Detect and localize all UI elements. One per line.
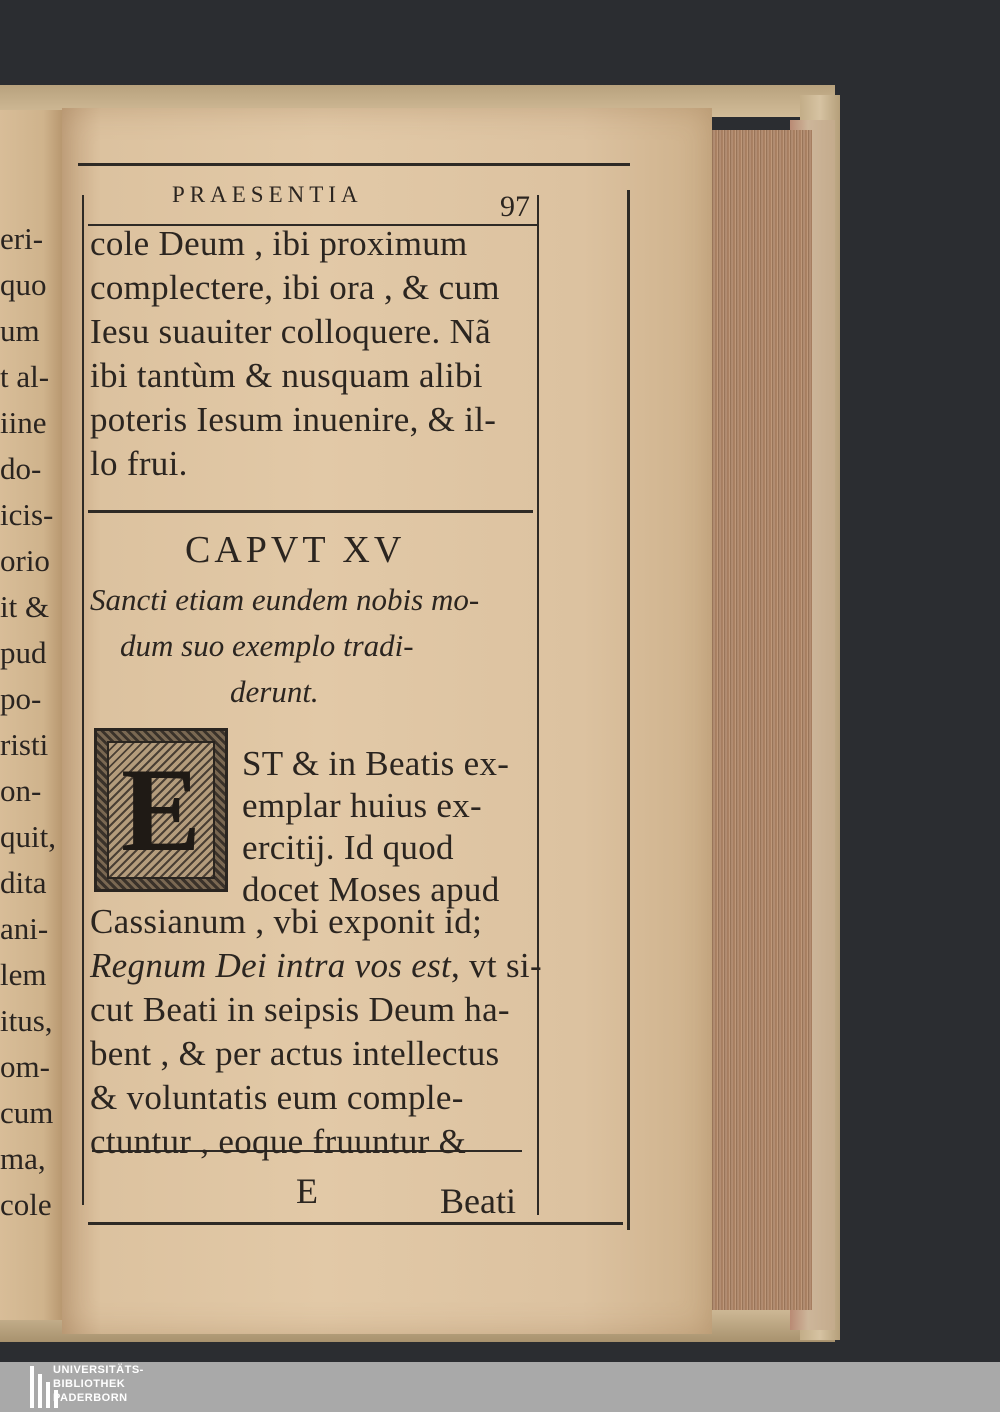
- left-page-fragment: quit,: [0, 819, 56, 854]
- left-page-fragment: quo: [0, 267, 47, 302]
- chapter-separator-rule: [88, 510, 533, 513]
- logo-line-3: PADERBORN: [53, 1392, 128, 1404]
- left-page-fragment: ma,: [0, 1141, 46, 1176]
- left-page-fragment: orio: [0, 543, 50, 578]
- body-line: bent , & per actus intellectus: [90, 1034, 500, 1073]
- decorated-initial: [94, 728, 228, 892]
- left-page-fragment: iine: [0, 405, 47, 440]
- running-head: PRAESENTIA: [172, 182, 363, 207]
- left-page-fragment: it &: [0, 589, 50, 624]
- body-line: Regnum Dei intra vos est, vt si-: [90, 946, 542, 985]
- left-page-fragment: pud: [0, 635, 47, 670]
- summary-line: derunt.: [230, 674, 319, 709]
- drop-cap-line: ercitij. Id quod: [242, 828, 454, 867]
- body-line: Cassianum , vbi exponit id;: [90, 902, 483, 941]
- body-line: cut Beati in seipsis Deum ha-: [90, 990, 510, 1029]
- left-page-fragment: um: [0, 313, 40, 348]
- paragraph-line: cole Deum , ibi proximum: [90, 224, 468, 263]
- summary-line: Sancti etiam eundem nobis mo-: [90, 582, 480, 617]
- left-page-fragment: cole: [0, 1187, 52, 1222]
- paragraph-line: Iesu suauiter colloquere. Nã: [90, 312, 492, 351]
- drop-cap-line: ST & in Beatis ex-: [242, 744, 510, 783]
- left-page-fragment: lem: [0, 957, 47, 992]
- left-page-fragment: cum: [0, 1095, 54, 1130]
- frame-right-rule: [537, 195, 539, 1215]
- page-fore-edge: [712, 130, 812, 1310]
- left-page-fragment: om-: [0, 1049, 50, 1084]
- signature-mark: E: [296, 1171, 318, 1211]
- footer-bar: [0, 1362, 1000, 1412]
- paragraph-line: ibi tantùm & nusquam alibi: [90, 356, 483, 395]
- page-number: 97: [500, 190, 530, 223]
- paragraph-line: poteris Iesum inuenire, & il-: [90, 400, 497, 439]
- left-page-fragment: dita: [0, 865, 47, 900]
- catchword: Beati: [440, 1181, 516, 1221]
- logo-line-1: UNIVERSITÄTS-: [53, 1364, 144, 1376]
- left-page-fragment: do-: [0, 451, 42, 486]
- drop-cap-line: docet Moses apud: [242, 870, 500, 909]
- left-page: [0, 110, 62, 1320]
- frame-left-rule: [82, 195, 84, 1205]
- drop-cap-letter: E: [107, 741, 215, 879]
- italic-quote: Regnum Dei intra vos est: [90, 946, 452, 985]
- frame-top-rule: [78, 163, 630, 166]
- body-line: ctuntur , eoque fruuntur &: [90, 1122, 467, 1161]
- paragraph-line: complectere, ibi ora , & cum: [90, 268, 500, 307]
- summary-line: dum suo exemplo tradi-: [120, 628, 414, 663]
- paragraph-line: lo frui.: [90, 444, 188, 483]
- body-line: & voluntatis eum comple-: [90, 1078, 464, 1117]
- left-page-fragment: on-: [0, 773, 42, 808]
- left-page-fragment: risti: [0, 727, 49, 762]
- left-page-fragment: itus,: [0, 1003, 53, 1038]
- left-page-fragment: eri-: [0, 221, 44, 256]
- left-page-fragment: ani-: [0, 911, 49, 946]
- chapter-heading: CAPVT XV: [185, 529, 406, 571]
- left-page-fragment: icis-: [0, 497, 54, 532]
- left-page-fragment: po-: [0, 681, 42, 716]
- left-page-fragment: t al-: [0, 359, 50, 394]
- drop-cap-line: emplar huius ex-: [242, 786, 483, 825]
- frame-outer-right-rule: [627, 190, 630, 1230]
- frame-bottom-rule: [88, 1222, 623, 1225]
- logo-line-2: BIBLIOTHEK: [53, 1378, 126, 1390]
